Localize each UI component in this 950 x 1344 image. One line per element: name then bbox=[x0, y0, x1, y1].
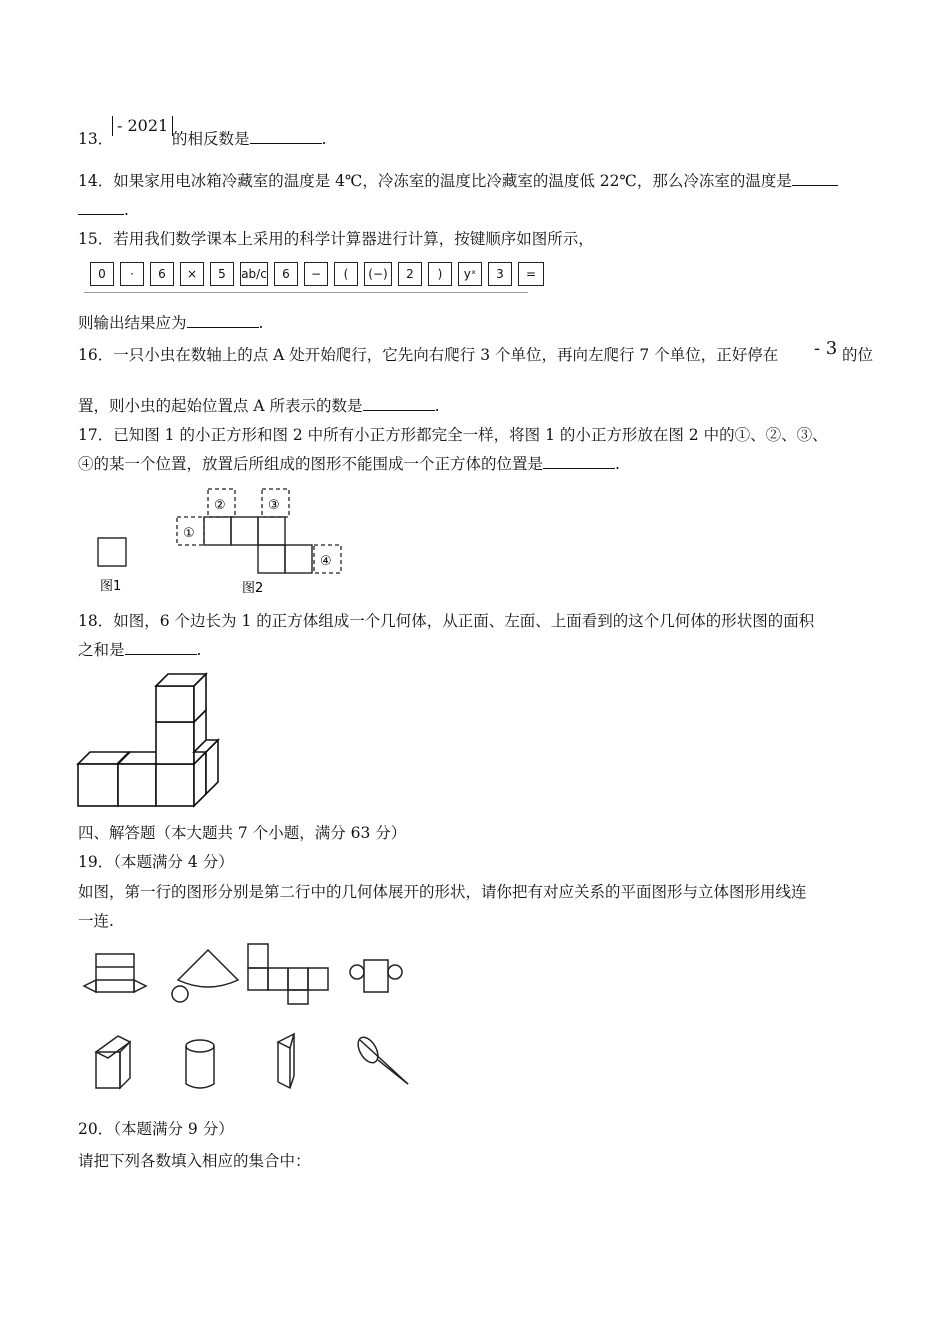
calc-key: 5 bbox=[210, 262, 234, 286]
q16-line2 bbox=[78, 395, 440, 417]
triangular-prism-net bbox=[84, 954, 146, 992]
q19-line1: 如图，第一行的图形分别是第二行中的几何体展开的形状，请你把有对应关系的平面图形与立体图形用线连 bbox=[78, 883, 807, 901]
q17-figure bbox=[78, 480, 368, 600]
calc-key: yˣ bbox=[458, 262, 482, 286]
q18-line2 bbox=[78, 639, 201, 661]
calc-key: = bbox=[518, 262, 544, 286]
calc-key: 6 bbox=[150, 262, 174, 286]
net-cell bbox=[285, 545, 312, 573]
calc-key: 6 bbox=[274, 262, 298, 286]
q14-end: . bbox=[124, 201, 129, 219]
calculator-strip-border bbox=[84, 256, 528, 293]
q15-line1: 15．若用我们数学课本上采用的科学计算器进行计算，按键顺序如图所示， bbox=[78, 230, 594, 248]
q18-answer-blank[interactable] bbox=[125, 640, 197, 655]
calc-key: 2 bbox=[398, 262, 422, 286]
q17-line2 bbox=[78, 453, 620, 475]
q13-end: . bbox=[321, 130, 327, 148]
cone-solid bbox=[354, 1034, 408, 1084]
q18-line1: 18．如图，6 个边长为 1 的正方体组成一个几何体，从正面、左面、上面看到的这个几何体的形状图的面积 bbox=[78, 612, 815, 630]
q14-answer-blank-a[interactable] bbox=[792, 171, 838, 186]
q16-text: 16．一只小虫在数轴上的点 A 处开始爬行，它先向右爬行 3 个单位，再向左爬行 7 个单位，正好停在 bbox=[78, 346, 779, 364]
q13 bbox=[78, 128, 113, 150]
calc-key: (−) bbox=[364, 262, 392, 286]
net-cell bbox=[231, 517, 258, 545]
marker-4: ④ bbox=[320, 554, 332, 569]
q20-line1: 请把下列各数填入相应的集合中： bbox=[78, 1152, 311, 1170]
q19-head: 19．（本题满分 4 分） bbox=[78, 853, 234, 871]
cube-front bbox=[118, 764, 156, 806]
q16-line1-end: 的位 bbox=[842, 346, 874, 364]
fig1-caption: 图1 bbox=[100, 579, 122, 594]
calc-key: · bbox=[120, 262, 144, 286]
q15-answer-blank[interactable] bbox=[187, 313, 259, 328]
q16-end: . bbox=[434, 397, 440, 415]
q13-abs-value: - 2021 bbox=[112, 116, 173, 136]
net-cell bbox=[258, 545, 285, 573]
calc-key: ab/c bbox=[240, 262, 268, 286]
cube-front bbox=[78, 764, 118, 806]
calc-key: 3 bbox=[488, 262, 512, 286]
calc-key: ( bbox=[334, 262, 358, 286]
net-cell bbox=[258, 517, 285, 545]
calc-key: − bbox=[304, 262, 328, 286]
q13-answer-blank[interactable] bbox=[250, 129, 322, 144]
q17-line1: 17．已知图 1 的小正方形和图 2 中所有小正方形都完全一样，将图 1 的小正方形放在图 2 中的①、②、③、 bbox=[78, 426, 828, 444]
marker-1: ① bbox=[183, 526, 195, 541]
cube-front bbox=[156, 686, 194, 722]
cuboid-solid bbox=[96, 1036, 130, 1088]
q13-number: 13． bbox=[78, 130, 114, 148]
triangular-prism-solid bbox=[278, 1034, 294, 1088]
marker-3: ③ bbox=[268, 498, 280, 513]
cylinder-solid bbox=[186, 1040, 214, 1088]
q18-cube-stack-figure bbox=[76, 672, 226, 812]
q14-line1 bbox=[78, 170, 838, 192]
q18-end: . bbox=[196, 641, 202, 659]
calc-key: × bbox=[180, 262, 204, 286]
cube-front bbox=[156, 722, 194, 764]
cube-front bbox=[156, 764, 194, 806]
section4-title: 四、解答题（本大题共 7 个小题，满分 63 分） bbox=[78, 824, 407, 842]
net-cell bbox=[204, 517, 231, 545]
q17-answer-blank[interactable] bbox=[543, 454, 615, 469]
fig1-square bbox=[98, 538, 126, 566]
q16-answer-blank[interactable] bbox=[363, 396, 435, 411]
q17-end: . bbox=[615, 455, 620, 473]
q14-text: 14．如果家用电冰箱冷藏室的温度是 4℃，冷冻室的温度比冷藏室的温度低 22℃，那么冷冻室的温度是 bbox=[78, 172, 792, 190]
q16-neg3: - 3 bbox=[814, 338, 838, 359]
q15-end: . bbox=[258, 314, 264, 332]
q15-line2 bbox=[78, 312, 263, 334]
q19-solids-row bbox=[88, 1028, 428, 1098]
q15-text: 则输出结果应为 bbox=[78, 314, 187, 332]
q18-text: 之和是 bbox=[78, 641, 125, 659]
q13-text: 的相反数是 bbox=[172, 130, 250, 148]
calc-key: 0 bbox=[90, 262, 114, 286]
q13-text-line bbox=[172, 128, 326, 150]
cone-net bbox=[172, 950, 238, 1002]
marker-2: ② bbox=[214, 498, 226, 513]
q16-text2: 置，则小虫的起始位置点 A 所表示的数是 bbox=[78, 397, 363, 415]
q19-line2: 一连. bbox=[78, 912, 114, 930]
q20-head: 20．（本题满分 9 分） bbox=[78, 1120, 234, 1138]
q16-line1 bbox=[78, 344, 778, 366]
fig2-caption: 图2 bbox=[242, 581, 264, 596]
q19-nets-row bbox=[80, 940, 420, 1010]
calc-key: ) bbox=[428, 262, 452, 286]
cylinder-net bbox=[350, 960, 402, 992]
q14-line2 bbox=[78, 199, 129, 221]
cube-net bbox=[248, 944, 328, 1004]
q17-text: ④的某一个位置，放置后所组成的图形不能围成一个正方体的位置是 bbox=[78, 455, 544, 473]
q14-answer-blank-b[interactable] bbox=[78, 200, 124, 215]
